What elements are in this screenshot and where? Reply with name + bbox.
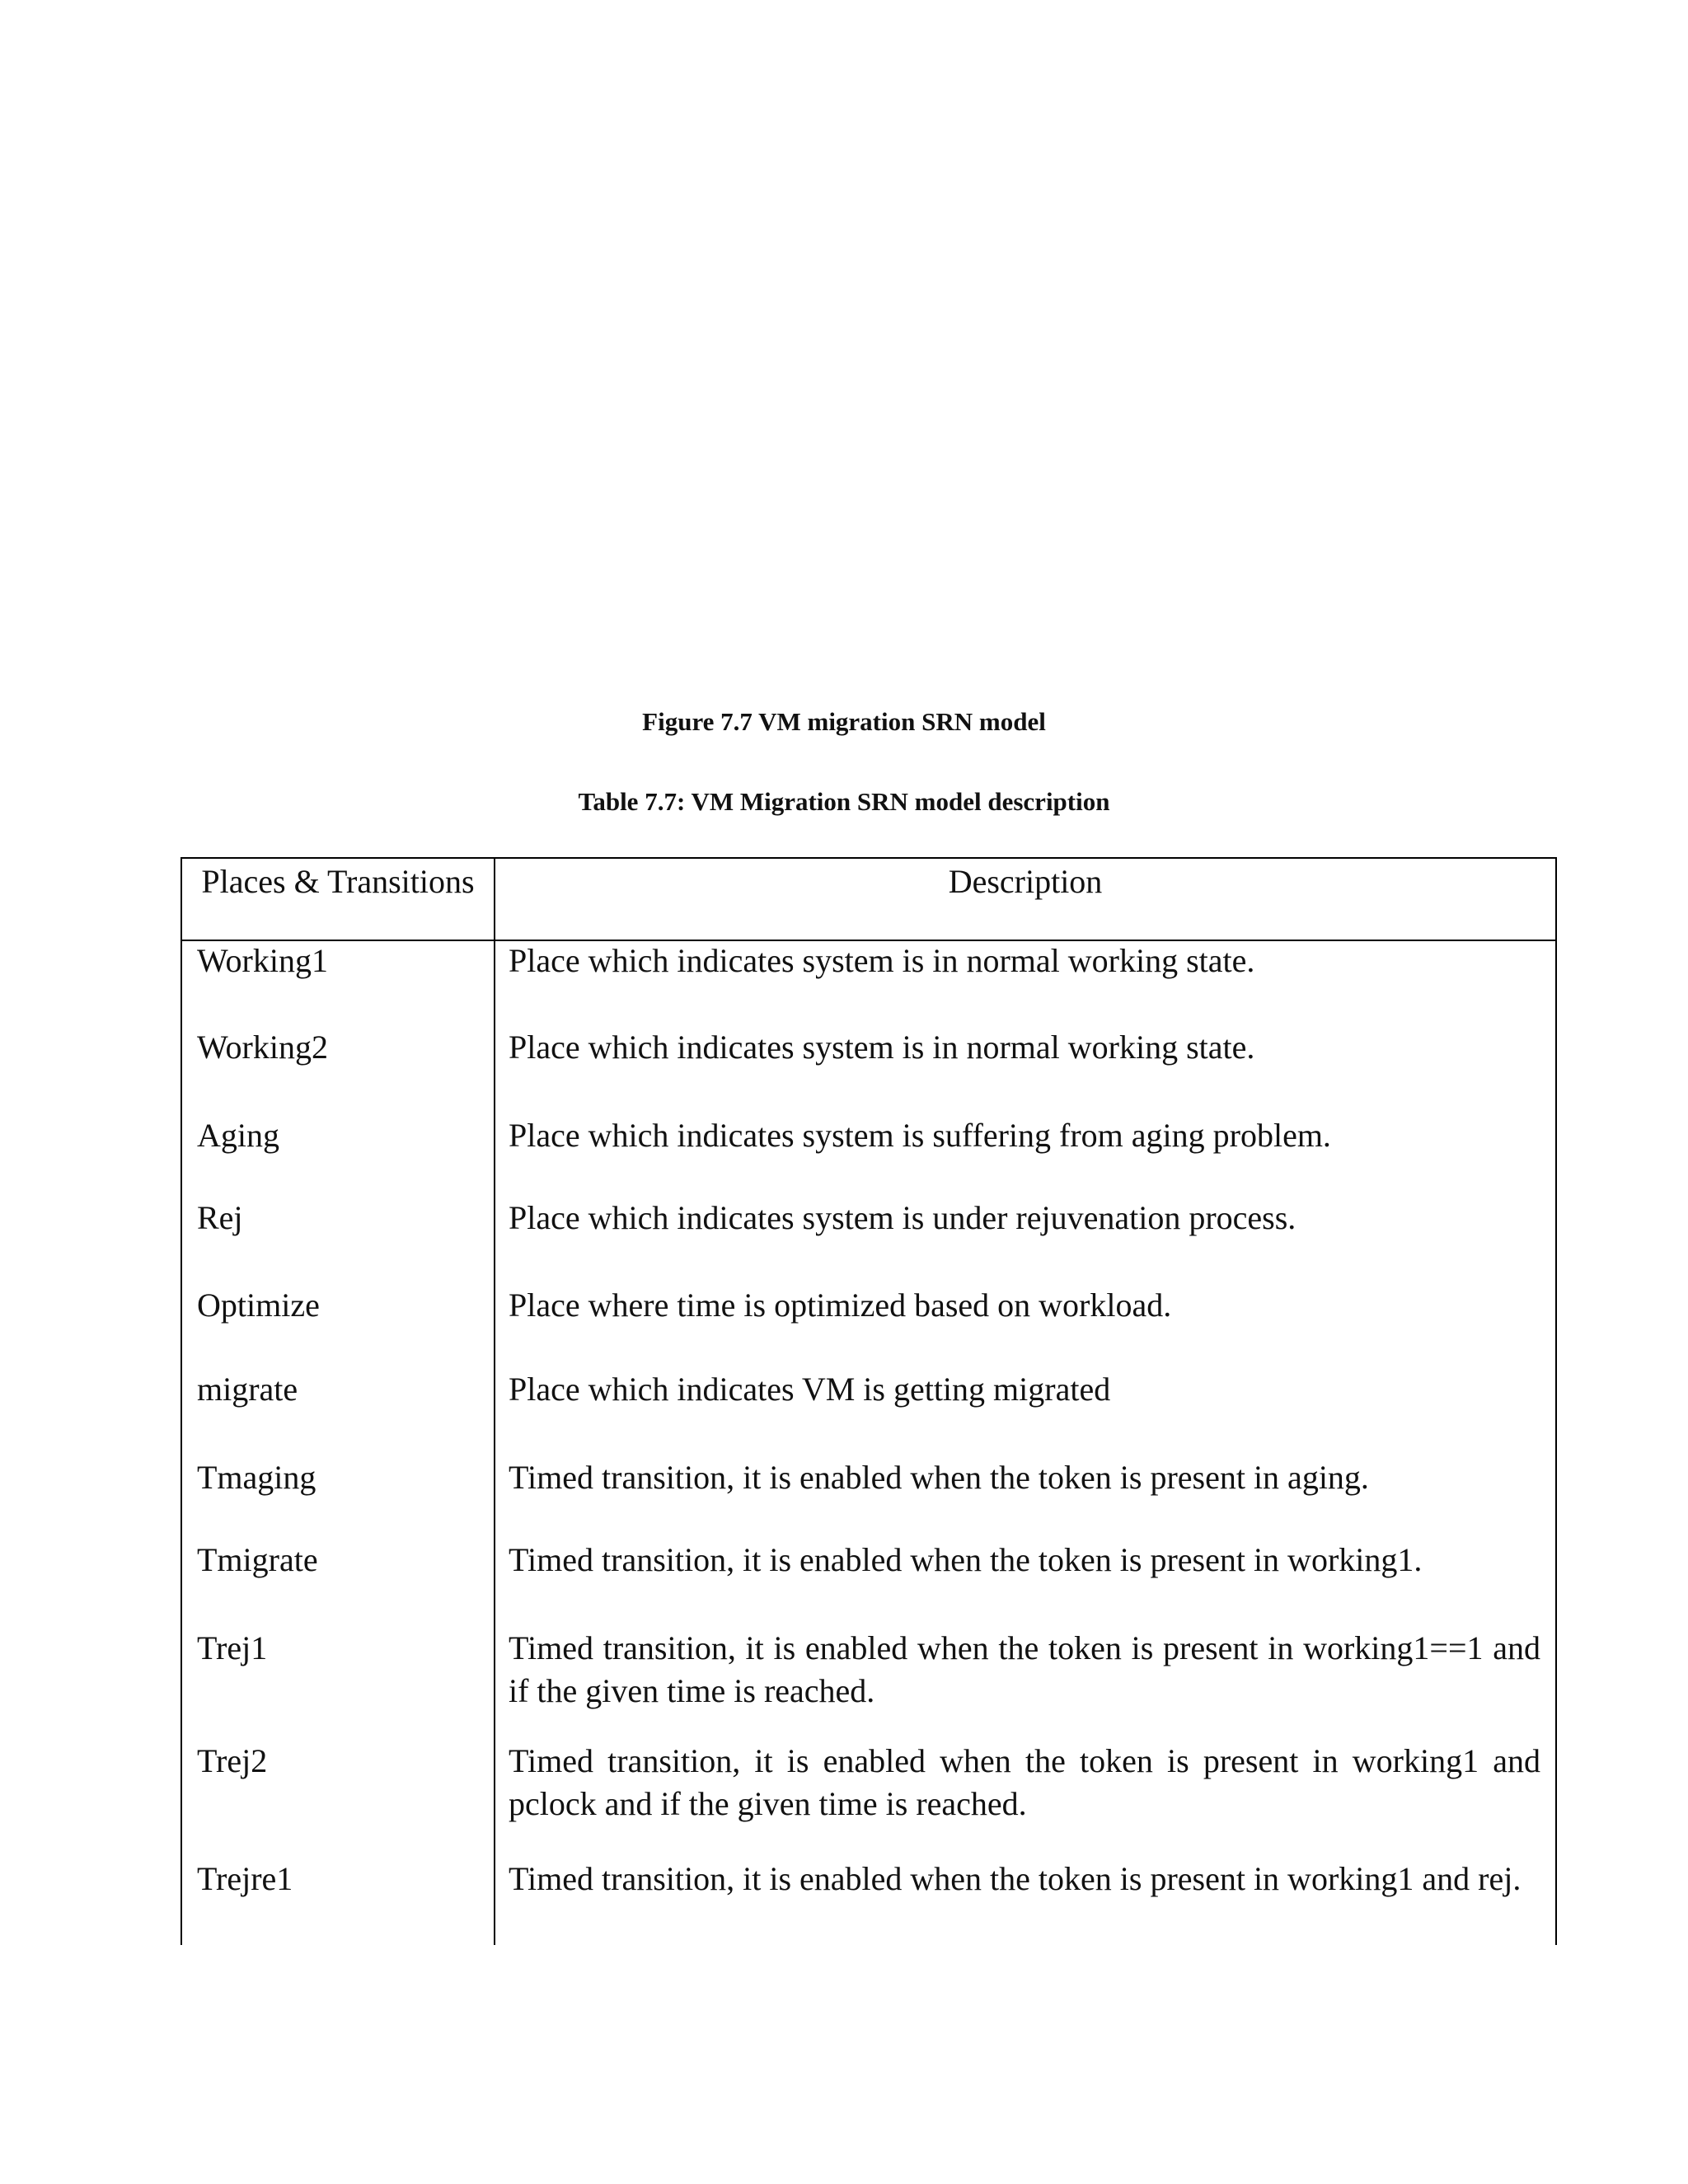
row-name: Trejre1 [197, 1860, 293, 1897]
column-divider [494, 859, 495, 1945]
row-description: Place where time is optimized based on workload. [509, 1286, 1172, 1324]
row-name: migrate [197, 1371, 298, 1408]
row-description: Place which indicates system is in normal working state. [509, 1029, 1255, 1066]
row-name: Trej1 [197, 1629, 268, 1666]
row-name: Tmaging [197, 1459, 316, 1496]
row-name: Rej [197, 1199, 243, 1236]
row-description: Timed transition, it is enabled when the token is present in working1. [509, 1541, 1423, 1578]
row-description: Place which indicates VM is getting migrated [509, 1371, 1111, 1408]
row-name: Optimize [197, 1286, 320, 1324]
row-name: Aging [197, 1117, 279, 1154]
row-description: Place which indicates system is under rejuvenation process. [509, 1199, 1296, 1236]
figure-caption: Figure 7.7 VM migration SRN model [642, 707, 1046, 736]
row-description: Timed transition, it is enabled when the token is present in working1 and rej. [509, 1860, 1522, 1897]
row-description: Timed transition, it is enabled when the token is present in working1 and pclock and if the given time is reached. [509, 1742, 1540, 1822]
row-description: Timed transition, it is enabled when the token is present in aging. [509, 1459, 1369, 1496]
table-caption: Table 7.7: VM Migration SRN model description [578, 787, 1110, 816]
row-description: Place which indicates system is in normal working state. [509, 942, 1255, 979]
description-table [181, 857, 1557, 1945]
row-name: Working2 [197, 1029, 328, 1066]
row-name: Working1 [197, 942, 328, 979]
row-description: Timed transition, it is enabled when the token is present in working1==1 and if the given time is reached. [509, 1629, 1540, 1709]
row-name: Tmigrate [197, 1541, 318, 1578]
header-places-transitions: Places & Transitions [201, 863, 475, 900]
row-description: Place which indicates system is suffering from aging problem. [509, 1117, 1331, 1154]
header-description: Description [948, 863, 1103, 900]
row-name: Trej2 [197, 1742, 268, 1779]
